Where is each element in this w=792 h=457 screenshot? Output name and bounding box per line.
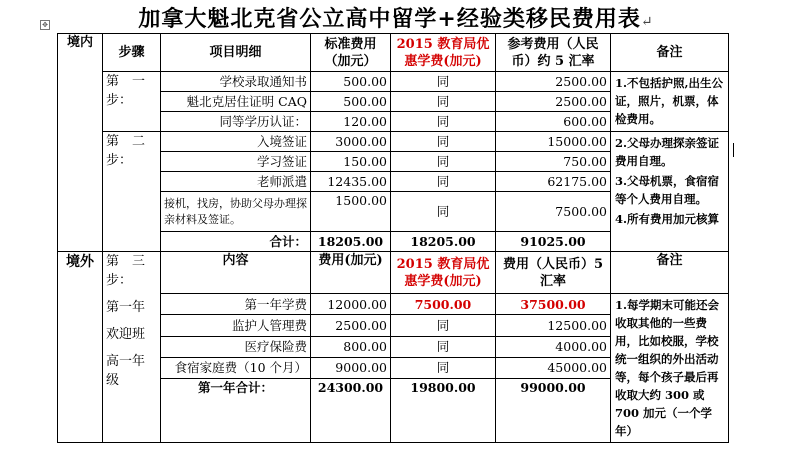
step-line: 欢迎班: [106, 327, 146, 342]
abroad-label: 境外: [58, 252, 103, 443]
step-line: 第 三步：: [106, 254, 146, 288]
item-cell: 学习签证: [161, 152, 311, 172]
item-cell: 魁北克居住证明 CAQ: [161, 92, 311, 112]
std-cell: 12000.00: [311, 294, 391, 315]
disc-cell: 同: [391, 357, 496, 378]
ref-cell: 4000.00: [496, 336, 611, 357]
header-ref-fee: 参考费用（人民币）约 5 汇率: [496, 34, 611, 72]
total-disc: 19800.00: [391, 379, 496, 443]
std-cell: 150.00: [311, 152, 391, 172]
item-cell: 医疗保险费: [161, 336, 311, 357]
ref-cell: 2500.00: [496, 92, 611, 112]
item-cell: 接机，找房，协助父母办理探亲材料及签证。: [161, 192, 311, 232]
header-fee-cad: 费用(加元): [311, 252, 391, 294]
step-three: [103, 252, 161, 443]
std-cell: 9000.00: [311, 357, 391, 378]
ref-cell: 15000.00: [496, 132, 611, 152]
header-content: 内容: [161, 252, 311, 294]
total-std: 18205.00: [311, 232, 391, 252]
disc-cell: 同: [391, 132, 496, 152]
std-cell: 1500.00: [311, 192, 391, 232]
table-row: [58, 72, 729, 92]
domestic-label: 境内: [58, 34, 103, 252]
step-two: 第 二步：: [103, 132, 161, 252]
disc-cell: 同: [391, 72, 496, 92]
item-cell: 老师派遣: [161, 172, 311, 192]
std-cell: 500.00: [311, 92, 391, 112]
total-std: 24300.00: [311, 379, 391, 443]
std-cell: 800.00: [311, 336, 391, 357]
std-cell: 500.00: [311, 72, 391, 92]
std-cell: 12435.00: [311, 172, 391, 192]
header-step: 步骤: [103, 34, 161, 72]
disc-cell: 同: [391, 336, 496, 357]
note-line: 4.所有费用加元核算: [615, 212, 720, 226]
total-disc: 18205.00: [391, 232, 496, 252]
table-row: [58, 132, 729, 152]
step-line: 高一年级: [106, 354, 146, 388]
item-cell: 学校录取通知书: [161, 72, 311, 92]
item-cell: 第一年学费: [161, 294, 311, 315]
abroad-header-row: [58, 252, 729, 294]
note-cell-1: 1.不包括护照,出生公证，照片，机票，体检费用。: [611, 72, 729, 132]
disc-cell: 同: [391, 152, 496, 172]
disc-cell: 7500.00: [391, 294, 496, 315]
disc-cell: 同: [391, 92, 496, 112]
ref-cell: 750.00: [496, 152, 611, 172]
header-fee-rmb: 费用（人民币）5 汇率: [496, 252, 611, 294]
item-cell: 同等学历认证：: [161, 112, 311, 132]
paragraph-mark: ↵: [640, 14, 654, 30]
disc-cell: 同: [391, 192, 496, 232]
std-cell: 120.00: [311, 112, 391, 132]
note-cell-2: [611, 132, 729, 252]
std-cell: 2500.00: [311, 315, 391, 336]
note-line: 3.父母机票，食宿宿等个人费用自理。: [615, 174, 720, 206]
disc-cell: 同: [391, 112, 496, 132]
ref-cell: 600.00: [496, 112, 611, 132]
text-cursor: [733, 143, 734, 157]
disc-cell: 同: [391, 172, 496, 192]
total-ref: 91025.00: [496, 232, 611, 252]
item-cell: 食宿家庭费（10 个月）: [161, 357, 311, 378]
header-discount-fee: 2015 教育局优惠学费(加元): [391, 34, 496, 72]
header-discount-fee-2: 2015 教育局优惠学费(加元): [391, 252, 496, 294]
std-cell: 3000.00: [311, 132, 391, 152]
ref-cell: 45000.00: [496, 357, 611, 378]
total-label: 合计：: [161, 232, 311, 252]
table-move-anchor-icon[interactable]: ✥: [40, 20, 50, 30]
ref-cell: 2500.00: [496, 72, 611, 92]
domestic-header-row: [58, 34, 729, 72]
disc-cell: 同: [391, 315, 496, 336]
header-note: 备注: [611, 34, 729, 72]
ref-cell: 12500.00: [496, 315, 611, 336]
step-line: 第一年: [106, 300, 146, 315]
ref-cell: 7500.00: [496, 192, 611, 232]
document-title: 加拿大魁北克省公立高中留学+经验类移民费用表↵: [138, 6, 654, 32]
total-label: 第一年合计：: [161, 379, 311, 443]
total-ref: 99000.00: [496, 379, 611, 443]
item-cell: 入境签证: [161, 132, 311, 152]
note-cell-3: 1.每学期末可能还会收取其他的一些费用，比如校服，学校统一组织的外出活动等，每个孩子最后再收取大约 300 或 700 加元（一个学年）: [611, 294, 729, 443]
header-item: 项目明细: [161, 34, 311, 72]
step-one: 第 一步：: [103, 72, 161, 132]
ref-cell: 37500.00: [496, 294, 611, 315]
header-std-fee: 标准费用（加元）: [311, 34, 391, 72]
note-line: 2.父母办理探亲签证费用自理。: [615, 136, 720, 168]
fee-table: [57, 33, 729, 443]
header-note-2: 备注: [611, 252, 729, 294]
ref-cell: 62175.00: [496, 172, 611, 192]
item-cell: 监护人管理费: [161, 315, 311, 336]
